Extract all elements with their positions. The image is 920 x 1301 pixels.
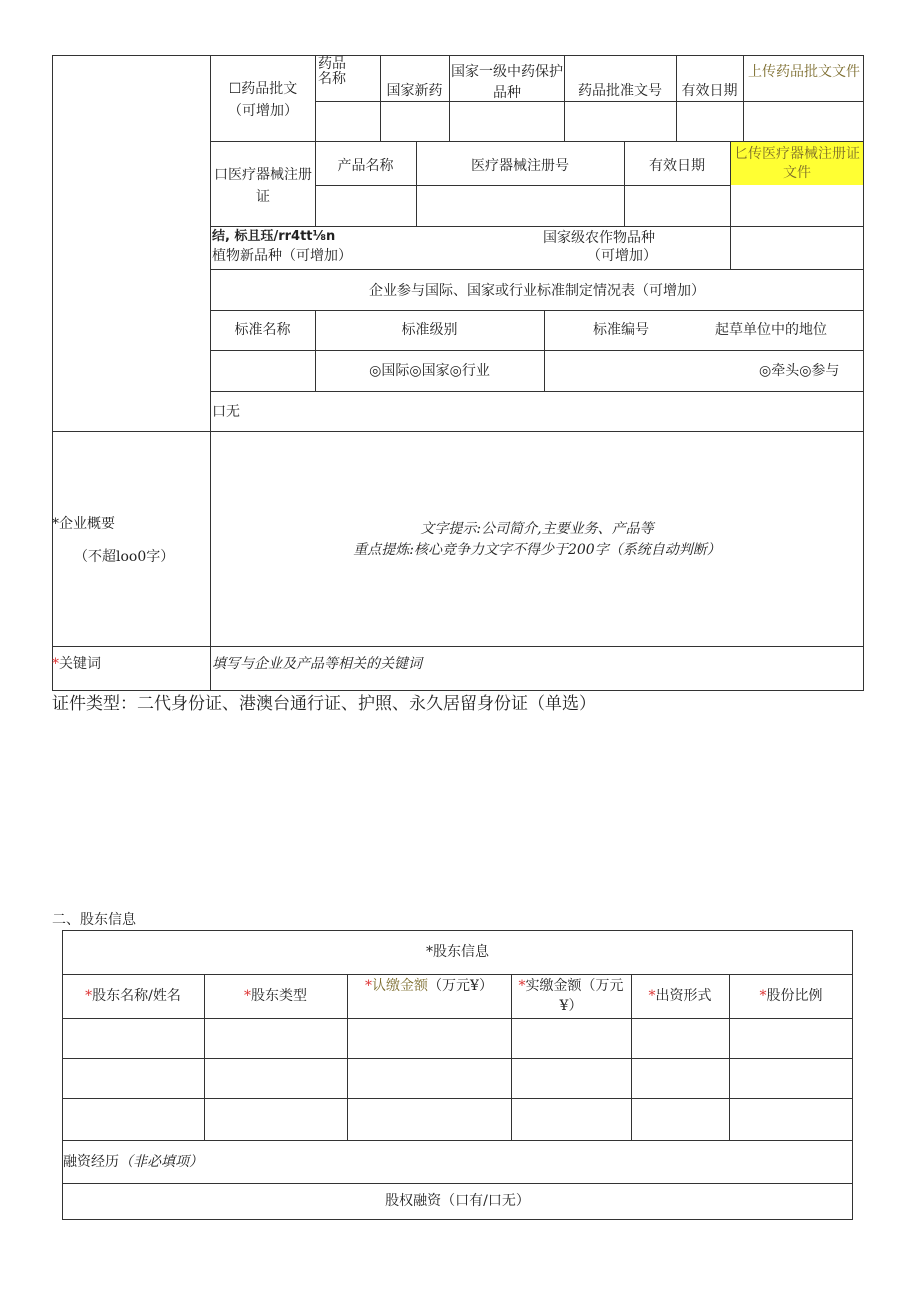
shareholders-title: *股东信息 <box>426 944 489 960</box>
col-label: 实缴金额（万元 <box>525 978 624 994</box>
required-star: * <box>759 988 767 1004</box>
divider <box>210 310 864 311</box>
col-share-ratio <box>729 987 853 1005</box>
drug-valid-date-input[interactable] <box>677 102 742 140</box>
overview-hint-1: 文字提示:公司简介,主要业务、产品等 <box>420 521 654 537</box>
col-label: 股东类型 <box>251 988 307 1004</box>
drafter-role-radio-group[interactable]: ◎牵头◎参与 <box>759 363 840 379</box>
table-row[interactable] <box>63 1059 852 1097</box>
financing-label-text: 融资经历 <box>63 1154 119 1170</box>
required-star: * <box>85 988 93 1004</box>
overview-hint-2: 重点提炼:核心竞争力文字不得少于200字（系统自动判断） <box>353 542 721 558</box>
col-unit: （万元¥） <box>428 978 493 994</box>
drug-row-label[interactable]: ☐药品批文 <box>228 81 298 97</box>
required-star: * <box>52 656 59 672</box>
standard-level-radio-group[interactable]: ◎国际◎国家◎行业 <box>369 363 490 379</box>
drug-name-input[interactable] <box>316 102 379 140</box>
approval-number-input[interactable] <box>565 102 675 140</box>
col-device-valid-date: 有效日期 <box>649 158 705 174</box>
col-drafter-role: 起草单位中的地位 <box>715 322 827 338</box>
col-subscribed-amount <box>347 977 511 995</box>
device-row-label[interactable]: 口医疗器械注册证 <box>214 167 312 205</box>
col-contribution-form <box>631 987 729 1005</box>
table-row[interactable] <box>63 1019 852 1057</box>
required-star: * <box>518 978 526 994</box>
upload-device-file-button[interactable]: 匕传医疗器械注册证文件 <box>734 146 860 181</box>
keywords-label-text: 关键词 <box>59 656 101 672</box>
section-title-shareholders: 二、股东信息 <box>52 912 136 928</box>
new-drug-input[interactable] <box>381 102 448 140</box>
overview-label: *企业概要 <box>52 516 115 532</box>
col-standard-level: 标准级别 <box>401 322 458 338</box>
required-star: * <box>365 978 373 994</box>
col-shareholder-name <box>62 987 204 1005</box>
col-device-reg-number: 医疗器械注册号 <box>471 158 569 174</box>
col-tcm-protected: 国家一级中药保护品种 <box>451 64 563 101</box>
required-star: * <box>244 988 251 1004</box>
col-label: 出资形式 <box>655 988 712 1004</box>
divider <box>210 391 864 392</box>
standard-name-input[interactable] <box>211 351 314 390</box>
col-standard-number: 标准编号 <box>593 322 649 338</box>
upload-drug-file-button[interactable]: 上传药品批文文件 <box>748 64 860 80</box>
financing-label <box>63 1153 203 1171</box>
divider <box>544 310 545 391</box>
col-label: 股东名称/姓名 <box>92 988 181 1004</box>
standards-none-checkbox[interactable]: 口无 <box>212 404 240 420</box>
device-reg-number-input[interactable] <box>417 186 623 225</box>
col-drug-valid-date: 有效日期 <box>681 83 738 99</box>
col-new-drug: 国家新药 <box>386 83 443 99</box>
required-star: * <box>648 988 656 1004</box>
col-approval-number: 药品批准文号 <box>578 83 662 99</box>
col-paid-amount <box>511 977 631 995</box>
crop-variety-note: （可增加） <box>587 248 657 264</box>
col-standard-name: 标准名称 <box>234 322 291 338</box>
divider <box>210 269 864 270</box>
col-device-product-name: 产品名称 <box>337 158 394 174</box>
keywords-label <box>52 655 101 673</box>
divider <box>62 1183 853 1184</box>
col-label: 股份比例 <box>766 988 823 1004</box>
tcm-input[interactable] <box>450 102 563 140</box>
divider <box>62 974 853 975</box>
overview-limit: （不超loo0字） <box>74 549 175 565</box>
plant-variety-label[interactable]: 植物新品种（可增加） <box>212 248 352 264</box>
equity-financing-checkbox[interactable]: 股权融资（口有/口无） <box>385 1193 530 1209</box>
col-label: 认缴金额 <box>372 978 429 994</box>
device-valid-date-input[interactable] <box>625 186 729 225</box>
col-drug-name: 药品名称 <box>318 56 346 87</box>
financing-note: （非必填项） <box>119 1154 203 1170</box>
keywords-hint: 填写与企业及产品等相关的关键词 <box>212 656 422 672</box>
divider <box>210 226 864 227</box>
device-product-name-input[interactable] <box>316 186 415 225</box>
crop-variety-label[interactable]: 国家级农作物品种 <box>543 230 655 246</box>
overview-textarea[interactable] <box>211 432 863 645</box>
drug-row-note: （可增加） <box>228 103 298 119</box>
standards-title: 企业参与国际、国家或行业标准制定情况表（可增加） <box>369 283 705 299</box>
id-types-note: 证件类型：二代身份证、港澳台通行证、护照、永久居留身份证（单选） <box>52 694 596 714</box>
divider <box>743 55 744 141</box>
plant-variety-garbled: 结, 标且珏/rr4tt⅛n <box>212 229 336 244</box>
table-row[interactable] <box>63 1099 852 1139</box>
col-paid-amount-unit: ¥） <box>559 998 583 1014</box>
col-shareholder-type <box>204 987 347 1005</box>
divider <box>62 1140 853 1141</box>
